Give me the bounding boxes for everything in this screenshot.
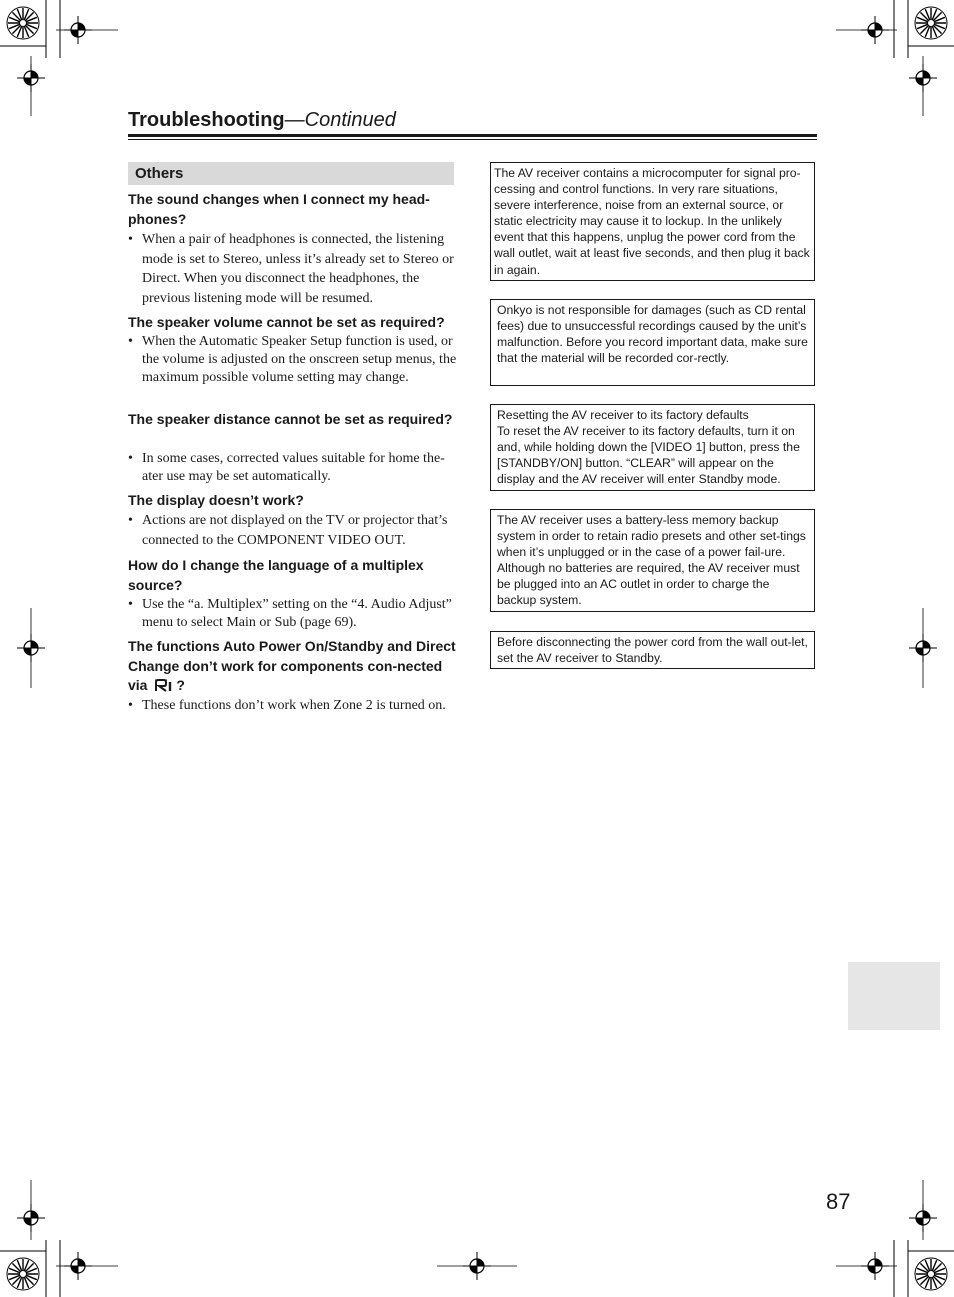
note-text: The AV receiver uses a battery-less memory backup system in order to retain radio presets and other set-tings when it’s unplugged or in the case of a power fail-ure. Although no batteries are required, the AV receiver must be plugged into an AC outlet in order to charge the backup system. [497, 513, 806, 608]
faq-answer-text: These functions don’t work when Zone 2 is turned on. [142, 698, 446, 713]
title-rule [128, 134, 817, 137]
faq-answer [128, 697, 458, 715]
page-title-main: Troubleshooting [128, 109, 285, 131]
note-text: Onkyo is not responsible for damages (such as CD rental fees) due to unsuccessful recordings caused by the unit’s malfunction. Before you record important data, make sure that the material will be recorded cor-rectly. [497, 303, 808, 366]
side-tab-block [848, 962, 940, 1030]
bullet: • [128, 451, 133, 466]
faq-question: The speaker volume cannot be set as required? [128, 314, 445, 330]
bullet: • [128, 597, 133, 612]
title-rule-thin [128, 139, 817, 140]
faq-question-text: The functions Auto Power On/Standby and Direct Change don’t work for components con-nected via [128, 638, 456, 693]
faq-question: How do I change the language of a multiplex source? [128, 557, 424, 593]
faq-question [128, 637, 458, 698]
faq-question-mark: ? [176, 677, 185, 693]
section-title: Others [135, 165, 184, 182]
faq-answer [128, 333, 458, 387]
page-title [128, 108, 396, 132]
note-box-memory-backup [490, 509, 815, 612]
note-box-factory-reset [490, 404, 815, 491]
faq-answer [128, 596, 458, 632]
note-text: To reset the AV receiver to its factory defaults, turn it on and, while holding down the [VIDEO 1] button, press the [STANDBY/ON] button. “CLEAR” will appear on the display and the AV receiver will enter Standby mode. [497, 424, 800, 487]
bullet: • [128, 232, 133, 247]
faq-answer-text: When the Automatic Speaker Setup function is used, or the volume is adjusted on the onscreen setup menus, the maximum possible volume setting may change. [142, 334, 457, 385]
section-header [128, 162, 454, 185]
faq-answer-text: In some cases, corrected values suitable for home the-ater use may be set automatically. [142, 451, 445, 484]
bullet: • [128, 698, 133, 713]
faq-question: The display doesn’t work? [128, 492, 304, 508]
note-box-standby [490, 631, 815, 669]
page-number: 87 [826, 1189, 851, 1214]
faq-answer-text: Use the “a. Multiplex” setting on the “4. Audio Adjust” menu to select Main or Sub (page 69). [142, 597, 452, 630]
page-title-continued: —Continued [284, 109, 396, 131]
note-text: Before disconnecting the power cord from the wall out-let, set the AV receiver to Standby. [497, 635, 808, 666]
bullet: • [128, 513, 133, 528]
note-box-disclaimer [490, 299, 815, 386]
note-heading: Resetting the AV receiver to its factory defaults [497, 408, 749, 422]
faq-answer [128, 511, 458, 550]
faq-answer-text: Actions are not displayed on the TV or projector that’s connected to the COMPONENT VIDEO OUT. [142, 513, 448, 548]
bullet: • [128, 334, 133, 349]
ri-logo-icon [155, 678, 175, 698]
note-text: The AV receiver contains a microcomputer for signal pro-cessing and control functions. In very rare situations, severe interference, noise from an external source, or static electricity may cause it to lockup. In the unlikely event that this happens, unplug the power cord from the wall outlet, wait at least five seconds, and then plug it back in again. [494, 166, 810, 277]
faq-question: The sound changes when I connect my head-phones? [128, 191, 430, 227]
faq-question: The speaker distance cannot be set as required? [128, 411, 453, 427]
faq-answer [128, 450, 458, 486]
note-box-microcomputer [490, 162, 815, 281]
faq-answer [128, 230, 458, 308]
faq-answer-text: When a pair of headphones is connected, the listening mode is set to Stereo, unless it’s already set to Stereo or Direct. When you disconnect the headphones, the previous listening mode will be resumed. [142, 232, 454, 306]
